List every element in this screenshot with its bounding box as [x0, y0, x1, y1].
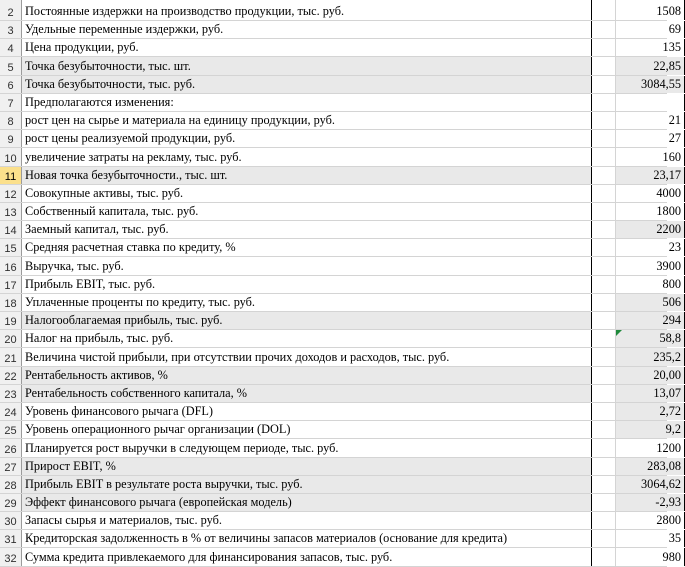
- cell-label[interactable]: Прирост EBIT, %: [22, 458, 592, 475]
- table-row: [0, 167, 681, 185]
- cell-value-text: 160: [662, 149, 681, 164]
- row-header[interactable]: 15: [0, 239, 22, 256]
- row-header[interactable]: 4: [0, 39, 22, 56]
- cell-value-text: 58,8: [659, 331, 681, 346]
- cell-value-text: 35: [668, 531, 681, 546]
- table-row: [0, 494, 681, 512]
- cell-empty[interactable]: [592, 57, 616, 74]
- cell-empty[interactable]: [592, 21, 616, 38]
- cell-value[interactable]: [616, 0, 685, 20]
- cell-empty[interactable]: [592, 203, 616, 220]
- cell-value[interactable]: [616, 476, 685, 493]
- cell-value-text: 135: [662, 40, 681, 55]
- cell-value[interactable]: [616, 57, 685, 74]
- cell-empty[interactable]: [592, 512, 616, 529]
- cell-value[interactable]: [616, 512, 685, 529]
- cell-empty[interactable]: [592, 294, 616, 311]
- cell-label[interactable]: Запасы сырья и материалов, тыс. руб.: [22, 512, 592, 529]
- row-header[interactable]: 12: [0, 185, 22, 202]
- cell-empty[interactable]: [592, 148, 616, 165]
- row-header[interactable]: 2: [0, 0, 22, 20]
- cell-value[interactable]: [616, 203, 685, 220]
- error-indicator-icon: [616, 330, 622, 336]
- row-header[interactable]: 24: [0, 403, 22, 420]
- cell-empty[interactable]: [592, 221, 616, 238]
- cell-value-text: 4000: [656, 185, 681, 200]
- cell-empty[interactable]: [592, 185, 616, 202]
- cell-value[interactable]: [616, 148, 685, 165]
- cell-value[interactable]: [616, 330, 685, 347]
- row-header[interactable]: 16: [0, 257, 22, 274]
- table-row: [0, 130, 681, 148]
- cell-empty[interactable]: [592, 112, 616, 129]
- row-header[interactable]: 18: [0, 294, 22, 311]
- cell-value[interactable]: [616, 294, 685, 311]
- row-header[interactable]: 26: [0, 439, 22, 456]
- cell-label[interactable]: рост цены реализуемой продукции, руб.: [22, 130, 592, 147]
- cell-label[interactable]: Сумма кредита привлекаемого для финансирования запасов, тыс. руб.: [22, 548, 592, 565]
- cell-value-text: 3064,62: [641, 476, 681, 491]
- cell-value-text: 235,2: [653, 349, 681, 364]
- cell-label[interactable]: Цена продукции, руб.: [22, 39, 592, 56]
- cell-value-text: 1508: [656, 4, 681, 18]
- row-header[interactable]: 20: [0, 330, 22, 347]
- cell-empty[interactable]: [592, 530, 616, 547]
- cell-value[interactable]: [616, 367, 685, 384]
- table-row: [0, 312, 681, 330]
- cell-value-text: 20,00: [653, 367, 681, 382]
- cell-empty[interactable]: [592, 312, 616, 329]
- cell-label[interactable]: увеличение затраты на рекламу, тыс. руб.: [22, 148, 592, 165]
- cell-value[interactable]: [616, 403, 685, 420]
- cell-label[interactable]: Постоянные издержки на производство продукции, тыс. руб.: [22, 0, 592, 20]
- table-row: [0, 421, 681, 439]
- cell-empty[interactable]: [592, 76, 616, 93]
- table-row: [0, 257, 681, 275]
- row-header[interactable]: 17: [0, 276, 22, 293]
- table-row: [0, 112, 681, 130]
- row-header[interactable]: 7: [0, 94, 22, 111]
- row-header[interactable]: 27: [0, 458, 22, 475]
- cell-value-text: 27: [668, 131, 681, 146]
- row-header[interactable]: 11: [0, 167, 22, 184]
- cell-value-text: 2800: [656, 513, 681, 528]
- table-row: [0, 57, 681, 75]
- cell-value-text: 980: [662, 549, 681, 564]
- cell-value[interactable]: [616, 385, 685, 402]
- cell-label[interactable]: Предполагаются изменения:: [22, 94, 592, 111]
- cell-empty[interactable]: [592, 276, 616, 293]
- cell-empty[interactable]: [592, 0, 616, 20]
- cell-empty[interactable]: [592, 403, 616, 420]
- cell-value[interactable]: [616, 39, 685, 56]
- row-header[interactable]: 14: [0, 221, 22, 238]
- table-row: [0, 221, 681, 239]
- cell-empty[interactable]: [592, 130, 616, 147]
- cell-label[interactable]: Выручка, тыс. руб.: [22, 257, 592, 274]
- cell-label[interactable]: Налогооблагаемая прибыль, тыс. руб.: [22, 312, 592, 329]
- row-header[interactable]: 9: [0, 130, 22, 147]
- cell-value[interactable]: [616, 312, 685, 329]
- cell-empty[interactable]: [592, 330, 616, 347]
- row-header[interactable]: 30: [0, 512, 22, 529]
- table-row: [0, 439, 681, 457]
- cell-value[interactable]: [616, 276, 685, 293]
- table-row: [0, 367, 681, 385]
- row-header[interactable]: 22: [0, 367, 22, 384]
- cell-value[interactable]: [616, 458, 685, 475]
- row-header[interactable]: 10: [0, 148, 22, 165]
- cell-empty[interactable]: [592, 494, 616, 511]
- cell-empty[interactable]: [592, 94, 616, 111]
- row-header[interactable]: 3: [0, 21, 22, 38]
- cell-label[interactable]: Новая точка безубыточности., тыс. шт.: [22, 167, 592, 184]
- table-row: [0, 348, 681, 366]
- table-row: [0, 330, 681, 348]
- cell-label[interactable]: Точка безубыточности, тыс. руб.: [22, 76, 592, 93]
- cell-value[interactable]: [616, 130, 685, 147]
- cell-label[interactable]: Прибыль EBIT, тыс. руб.: [22, 276, 592, 293]
- cell-label[interactable]: Уровень финансового рычага (DFL): [22, 403, 592, 420]
- cell-value-text: 69: [668, 22, 681, 37]
- cell-label[interactable]: Средняя расчетная ставка по кредиту, %: [22, 239, 592, 256]
- cell-value[interactable]: [616, 421, 685, 438]
- cell-value-text: 3084,55: [641, 76, 681, 91]
- cell-value[interactable]: [616, 257, 685, 274]
- cell-empty[interactable]: [592, 476, 616, 493]
- cell-value-text: 506: [662, 295, 681, 309]
- cell-value-text: 9,2: [665, 422, 681, 437]
- cell-empty[interactable]: [592, 239, 616, 256]
- cell-empty[interactable]: [592, 458, 616, 475]
- cell-label[interactable]: Уровень операционного рычаг организации (DOL): [22, 421, 592, 438]
- cell-value-text: 21: [668, 113, 681, 128]
- cell-label[interactable]: рост цен на сырье и материала на единицу продукции, руб.: [22, 112, 592, 129]
- table-row: [0, 276, 681, 294]
- cell-value-text: 23: [668, 240, 681, 255]
- cell-value-text: 294: [662, 313, 681, 328]
- table-row: [0, 530, 681, 548]
- cell-label[interactable]: Налог на прибыль, тыс. руб.: [22, 330, 592, 347]
- cell-value-text: 1200: [656, 440, 681, 455]
- cell-empty[interactable]: [592, 39, 616, 56]
- cell-value-text: 2,72: [659, 404, 681, 419]
- cell-label[interactable]: Эффект финансового рычага (европейская модель): [22, 494, 592, 511]
- table-row: [0, 94, 667, 112]
- cell-value[interactable]: [616, 112, 685, 129]
- cell-value[interactable]: [616, 348, 685, 365]
- row-header[interactable]: 29: [0, 494, 22, 511]
- cell-label[interactable]: Уплаченные проценты по кредиту, тыс. руб.: [22, 294, 592, 311]
- cell-empty[interactable]: [592, 421, 616, 438]
- cell-value[interactable]: [616, 494, 685, 511]
- cell-value-text: 13,07: [653, 385, 681, 400]
- cell-label[interactable]: Рентабельность активов, %: [22, 367, 592, 384]
- cell-label[interactable]: Совокупные активы, тыс. руб.: [22, 185, 592, 202]
- cell-value[interactable]: [616, 439, 685, 456]
- row-header[interactable]: 31: [0, 530, 22, 547]
- cell-label[interactable]: Заемный капитал, тыс. руб.: [22, 221, 592, 238]
- row-header[interactable]: 8: [0, 112, 22, 129]
- cell-label[interactable]: Удельные переменные издержки, руб.: [22, 21, 592, 38]
- cell-label[interactable]: Планируется рост выручки в следующем периоде, тыс. руб.: [22, 439, 592, 456]
- cell-label[interactable]: Точка безубыточности, тыс. шт.: [22, 57, 592, 74]
- row-header[interactable]: 32: [0, 548, 22, 565]
- table-row: [0, 239, 681, 257]
- row-header[interactable]: 21: [0, 348, 22, 365]
- row-header[interactable]: 19: [0, 312, 22, 329]
- table-row: [0, 476, 681, 494]
- row-header[interactable]: 28: [0, 476, 22, 493]
- cell-value-text: 2200: [656, 222, 681, 237]
- cell-value[interactable]: [616, 221, 685, 238]
- cell-value[interactable]: [616, 530, 685, 547]
- table-row: [0, 458, 681, 476]
- cell-value-text: 22,85: [653, 58, 681, 73]
- cell-label[interactable]: Прибыль EBIT в результате роста выручки, тыс. руб.: [22, 476, 592, 493]
- cell-empty[interactable]: [592, 348, 616, 365]
- table-row: [0, 185, 681, 203]
- table-row: [0, 294, 681, 312]
- cell-empty[interactable]: [592, 385, 616, 402]
- cell-value[interactable]: [616, 94, 685, 111]
- cell-value-text: -2,93: [655, 495, 681, 510]
- table-row: [0, 148, 681, 166]
- cell-label[interactable]: Рентабельность собственного капитала, %: [22, 385, 592, 402]
- cell-label[interactable]: Кредиторская задолженность в % от величины запасов материалов (основание для кредита): [22, 530, 592, 547]
- cell-value-text: 1800: [656, 204, 681, 219]
- table-row: [0, 76, 681, 94]
- table-row: [0, 512, 681, 530]
- table-row: [0, 21, 681, 39]
- cell-value[interactable]: [616, 76, 685, 93]
- table-row: [0, 0, 681, 21]
- table-row: [0, 548, 681, 566]
- cell-empty[interactable]: [592, 439, 616, 456]
- row-header[interactable]: 5: [0, 57, 22, 74]
- row-header[interactable]: 6: [0, 76, 22, 93]
- table-row: [0, 39, 681, 57]
- cell-empty[interactable]: [592, 548, 616, 565]
- cell-value[interactable]: [616, 239, 685, 256]
- cell-label[interactable]: Собственный капитала, тыс. руб.: [22, 203, 592, 220]
- table-row: [0, 385, 681, 403]
- cell-empty[interactable]: [592, 167, 616, 184]
- cell-value-text: 283,08: [647, 458, 681, 473]
- cell-value-text: 3900: [656, 258, 681, 273]
- row-header[interactable]: 13: [0, 203, 22, 220]
- table-row: [0, 403, 681, 421]
- row-header[interactable]: 23: [0, 385, 22, 402]
- row-header[interactable]: 25: [0, 421, 22, 438]
- cell-value[interactable]: [616, 21, 685, 38]
- cell-value-text: 23,17: [653, 167, 681, 182]
- cell-value[interactable]: [616, 185, 685, 202]
- cell-value[interactable]: [616, 167, 685, 184]
- cell-value-text: 800: [662, 276, 681, 291]
- table-row: [0, 203, 681, 221]
- cell-empty[interactable]: [592, 257, 616, 274]
- cell-empty[interactable]: [592, 367, 616, 384]
- cell-label[interactable]: Величина чистой прибыли, при отсутствии прочих доходов и расходов, тыс. руб.: [22, 348, 592, 365]
- cell-value[interactable]: [616, 548, 685, 565]
